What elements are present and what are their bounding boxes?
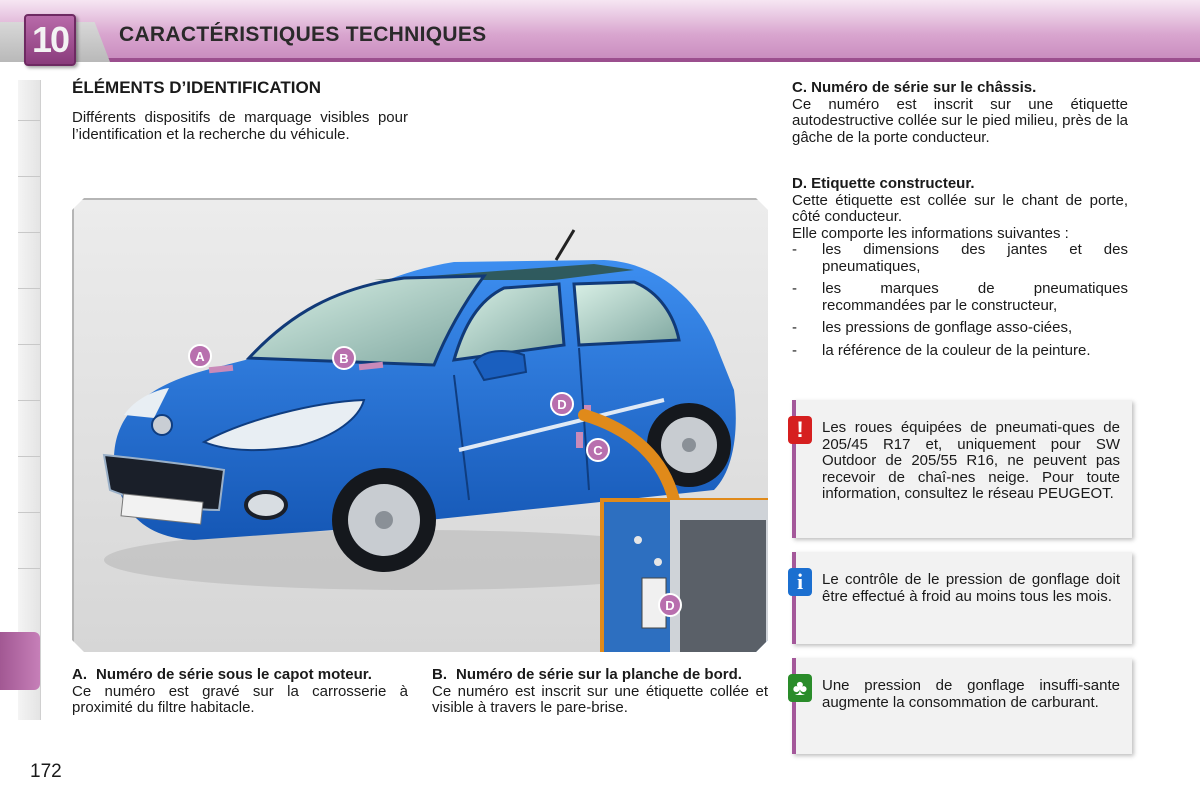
svg-text:D: D (557, 397, 567, 412)
section-c-heading: C. Numéro de série sur le châssis. (792, 79, 1037, 96)
caption-a-heading (72, 667, 408, 684)
section-c-text: Ce numéro est inscrit sur une étiquette autodestructive collée sur le pied milieu, près de la gâche de la porte conducteur. (792, 95, 1129, 146)
side-tab-divider (18, 568, 40, 569)
section-c (792, 80, 1128, 146)
warning-icon: ! (788, 416, 812, 444)
side-tab-divider (18, 176, 40, 177)
section-title: ÉLÉMENTS D’IDENTIFICATION (72, 78, 322, 97)
side-tab-divider (18, 456, 40, 457)
car-illustration (72, 198, 772, 656)
list-item: - la référence de la couleur de la peinture. (792, 343, 1128, 360)
caption-b-title: Numéro de série sur la planche de bord. (456, 666, 742, 683)
eco-tree-icon: ♣ (788, 674, 812, 702)
marker-c (587, 439, 609, 461)
caption-b-heading (432, 667, 768, 684)
marker-b (333, 347, 355, 369)
list-item: - les dimensions des jantes et des pneumatiques, (792, 242, 1128, 275)
side-tab-divider (18, 232, 40, 233)
marker-a (189, 345, 211, 367)
svg-text:D: D (665, 598, 675, 613)
info-icon: i (788, 568, 812, 596)
caption-a-title: Numéro de série sous le capot moteur. (96, 666, 372, 683)
note-eco (792, 658, 1132, 754)
list-item: - les pressions de gonflage asso-ciées, (792, 320, 1128, 337)
marker-d (551, 393, 573, 415)
side-tab-divider (18, 512, 40, 513)
caption-b-text: Ce numéro est inscrit sur une étiquette collée et visible à travers le pare-brise. (432, 682, 768, 716)
svg-text:C: C (593, 443, 603, 458)
note-info-text: Le contrôle de le pression de gonflage doit être effectué à froid au moins tous les mois. (822, 571, 1120, 605)
section-d (792, 176, 1128, 365)
side-tab-divider (18, 120, 40, 121)
section-d-heading: D. Etiquette constructeur. (792, 175, 975, 192)
svg-text:A: A (195, 349, 205, 364)
caption-a-text: Ce numéro est gravé sur la carrosserie à proximité du filtre habitacle. (72, 682, 408, 716)
side-tab-divider (18, 344, 40, 345)
note-warning-text: Les roues équipées de pneumati-ques de 205/45 R17 et, uniquement pour SW Outdoor de 205/55 R16, ne peuvent pas recevoir de chaî-nes neige. Pour toute information, consultez le réseau PEUGEOT. (822, 419, 1120, 502)
page-title: CARACTÉRISTIQUES TECHNIQUES (119, 23, 487, 46)
section-d-list (792, 242, 1128, 359)
svg-text:B: B (339, 351, 349, 366)
side-tab-active[interactable] (0, 632, 40, 690)
intro-paragraph: Différents dispositifs de marquage visibles pour l’identification et la recherche du véhicule. (72, 109, 408, 143)
page-number: 172 (30, 761, 62, 782)
section-d-text-1: Cette étiquette est collée sur le chant de porte, côté conducteur. (792, 191, 1128, 225)
section-d-text-2: Elle comporte les informations suivantes : (792, 224, 1069, 242)
caption-b-letter: B. (432, 666, 447, 683)
caption-a (72, 667, 408, 717)
header-divider (0, 58, 1200, 62)
side-tab-divider (18, 288, 40, 289)
inset-marker-d (659, 594, 681, 616)
chapter-number: 10 (24, 14, 76, 66)
list-item: - les marques de pneumatiques recommandées par le constructeur, (792, 281, 1128, 314)
caption-b (432, 667, 768, 717)
note-eco-text: Une pression de gonflage insuffi-sante augmente la consommation de carburant. (822, 677, 1120, 711)
note-warning (792, 400, 1132, 538)
marker-layer (74, 200, 770, 654)
note-info (792, 552, 1132, 644)
caption-a-letter: A. (72, 666, 87, 683)
side-tab-divider (18, 400, 40, 401)
